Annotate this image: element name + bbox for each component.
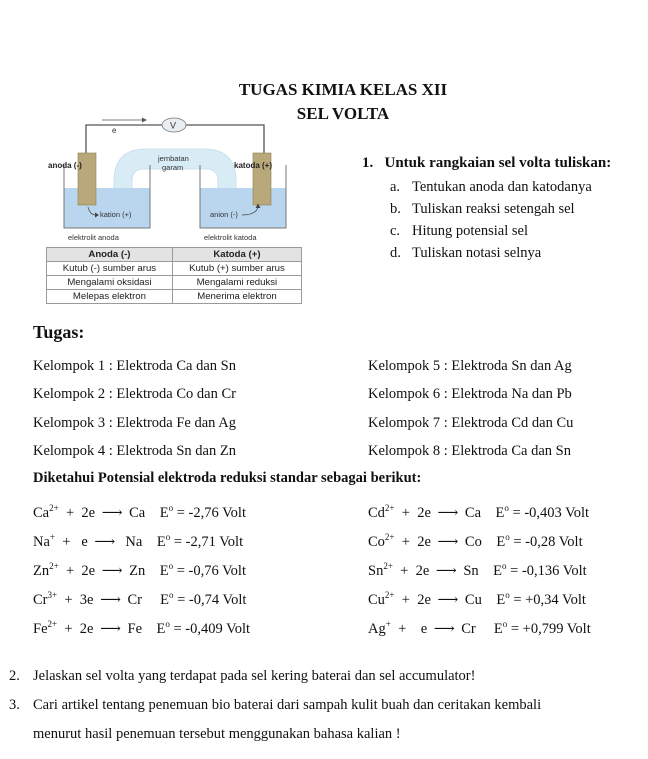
- reaction-charge: +: [385, 619, 391, 629]
- reaction-ion: Cu: [368, 592, 385, 608]
- reaction-charge: 2+: [384, 590, 395, 600]
- reaction-ion: Cr: [33, 592, 48, 608]
- anode-label: anoda (-): [48, 161, 82, 170]
- anode-cathode-table: [46, 247, 302, 304]
- reaction-product: Fe: [127, 621, 142, 637]
- arrow-icon: ⟶: [433, 592, 462, 608]
- question-number: 3.: [9, 697, 20, 713]
- table-cell: Mengalami oksidasi: [47, 276, 173, 290]
- bridge-label-1: jembatan: [158, 154, 189, 163]
- reaction-potential: = -0,74 Volt: [177, 592, 247, 608]
- reaction-product: Zn: [129, 563, 146, 579]
- reaction-charge: 2+: [49, 561, 59, 571]
- question-number: 2.: [9, 668, 20, 684]
- list-letter: c.: [390, 223, 401, 239]
- arrow-icon: ⟶: [98, 563, 127, 579]
- reaction-electrons: e: [81, 534, 88, 550]
- reaction-ion: Cd: [368, 505, 385, 521]
- anode-electrolyte-label: elektrolit anoda: [68, 233, 119, 242]
- reaction-electrons: 2e: [417, 534, 431, 550]
- reaction-ion: Na: [33, 534, 50, 550]
- reaction: $Cd^{2+} + 2e$ ⟶ Ca $E^o = -0,403$ Volt: [368, 503, 590, 521]
- reaction-potential: = +0,799 Volt: [510, 621, 591, 637]
- cathode-electrolyte-label: elektrolit katoda: [204, 233, 257, 242]
- reaction-charge: 2+: [384, 532, 395, 542]
- reaction: $Zn^{2+} + 2e$ ⟶ Zn $E^o = -0,76$ Volt: [33, 561, 246, 579]
- reaction-product: Cr: [461, 621, 476, 637]
- list-letter: a.: [390, 179, 401, 195]
- list-text: Tentukan anoda dan katodanya: [412, 179, 592, 195]
- voltmeter-label: V: [170, 120, 177, 131]
- reaction-product: Na: [125, 534, 143, 550]
- list-item: [390, 198, 592, 220]
- list-text: Tuliskan notasi selnya: [412, 245, 542, 261]
- reaction: $Sn^{2+} + 2e$ ⟶ Sn $E^o = -0,136$ Volt: [368, 561, 587, 579]
- reaction-charge: 2+: [384, 503, 395, 513]
- question-3-continued: menurut hasil penemuan tersebut menggunakan bahasa kalian !: [33, 726, 401, 742]
- reaction-charge: 2+: [49, 503, 59, 513]
- reaction-potential: = -0,409 Volt: [173, 621, 251, 637]
- list-letter: b.: [390, 201, 401, 217]
- list-item: [390, 242, 592, 264]
- bridge-label-2: garam: [162, 163, 184, 172]
- reaction-charge: 2+: [383, 561, 393, 571]
- reaction: Ag+ + e ⟶ Cr $E^o = +0,799$ Volt: [368, 619, 591, 637]
- reaction-potential: = -0,76 Volt: [176, 563, 246, 579]
- group-item: Kelompok 7 : Elektroda Cd dan Cu: [368, 415, 574, 431]
- question-text: Jelaskan sel volta yang terdapat pada sel kering baterai dan sel accumulator!: [33, 668, 476, 684]
- reaction-charge: 3+: [47, 590, 58, 600]
- reaction-electrons: 2e: [417, 592, 431, 608]
- question-1-list: [390, 176, 592, 264]
- list-letter: d.: [390, 245, 401, 261]
- arrow-icon: ⟶: [98, 505, 127, 521]
- tugas-heading: Tugas:: [33, 322, 85, 342]
- table-header: Anoda (-): [47, 248, 173, 262]
- reaction-potential: = -2,76 Volt: [176, 505, 246, 521]
- reaction: $Co^{2+} + 2e$ ⟶ Co $E^o = -0,28$ Volt: [368, 532, 583, 550]
- reaction: $Fe^{2+} + 2e$ ⟶ Fe $E^o = -0,409$ Volt: [33, 619, 251, 637]
- reaction-product: Ca: [464, 505, 482, 521]
- reaction-potential: = -2,71 Volt: [173, 534, 244, 550]
- reaction-ion: Fe: [33, 621, 48, 637]
- list-item: [390, 220, 592, 242]
- table-cell: Kutub (+) sumber arus: [172, 262, 301, 276]
- reaction-potential: = -0,403 Volt: [512, 505, 590, 521]
- list-text: Hitung potensial sel: [412, 223, 528, 239]
- question-text: Cari artikel tentang penemuan bio baterai dari sampah kulit buah dan ceritakan kembali: [33, 697, 542, 713]
- reaction-potential: = -0,136 Volt: [510, 563, 587, 579]
- reaction-product: Co: [464, 534, 482, 550]
- group-item: Kelompok 3 : Elektroda Fe dan Ag: [33, 415, 236, 431]
- reaction-product: Cr: [127, 592, 142, 608]
- arrow-icon: ⟶: [96, 621, 125, 637]
- group-item: Kelompok 1 : Elektroda Ca dan Sn: [33, 358, 236, 374]
- table-cell: Mengalami reduksi: [172, 276, 301, 290]
- reaction-product: Ca: [129, 505, 146, 521]
- reaction: $Cu^{2+} + 2e$ ⟶ Cu $E^o = +0,34$ Volt: [368, 590, 586, 608]
- question-3: [9, 697, 541, 714]
- cation-label: kation (+): [100, 210, 132, 219]
- cathode-label: katoda (+): [234, 161, 273, 170]
- question-2: [9, 668, 475, 685]
- reaction-electrons: e: [420, 621, 428, 637]
- page-title: TUGAS KIMIA KELAS XII: [238, 80, 448, 99]
- table-cell: Menerima elektron: [172, 290, 301, 304]
- reaction: $Cr^{3+} + 3e$ ⟶ Cr $E^o = -0,74$ Volt: [33, 590, 247, 608]
- reaction-electrons: 2e: [81, 563, 96, 579]
- arrow-icon: ⟶: [96, 592, 125, 608]
- reaction-electrons: 2e: [417, 505, 431, 521]
- reaction-product: Cu: [464, 592, 482, 608]
- reaction-potential: = +0,34 Volt: [513, 592, 586, 608]
- arrow-icon: ⟶: [90, 534, 119, 550]
- page-subtitle: SEL VOLTA: [296, 104, 390, 123]
- list-text: Tuliskan reaksi setengah sel: [412, 201, 575, 217]
- reaction-charge: +: [49, 532, 55, 542]
- arrow-icon: ⟶: [430, 621, 459, 637]
- reaction-potential: = -0,28 Volt: [513, 534, 583, 550]
- anode-solution: [64, 188, 150, 228]
- group-item: Kelompok 6 : Elektroda Na dan Pb: [368, 386, 572, 402]
- reaction-product: Sn: [463, 563, 479, 579]
- list-item: [390, 176, 592, 198]
- group-item: Kelompok 5 : Elektroda Sn dan Ag: [368, 358, 572, 374]
- reaction-electrons: 3e: [79, 592, 94, 608]
- reaction: $Ca^{2+} + 2e$ ⟶ Ca $E^o = -2,76$ Volt: [33, 503, 246, 521]
- group-item: Kelompok 4 : Elektroda Sn dan Zn: [33, 443, 236, 459]
- reaction-ion: Ag: [368, 621, 386, 637]
- group-item: Kelompok 8 : Elektroda Ca dan Sn: [368, 443, 571, 459]
- reaction-electrons: 2e: [415, 563, 430, 579]
- table-cell: Kutub (-) sumber arus: [47, 262, 173, 276]
- group-item: Kelompok 2 : Elektroda Co dan Cr: [33, 386, 236, 402]
- reaction-charge: 2+: [47, 619, 58, 629]
- arrow-icon: ⟶: [432, 563, 461, 579]
- table-cell: Melepas elektron: [47, 290, 173, 304]
- table-header: Katoda (+): [172, 248, 301, 262]
- reaction-ion: Zn: [33, 563, 50, 579]
- reaction-ion: Ca: [33, 505, 50, 521]
- reaction-electrons: 2e: [81, 505, 96, 521]
- reaction-ion: Co: [368, 534, 385, 550]
- arrow-icon: ⟶: [433, 534, 462, 550]
- reaction: Na+ + e ⟶ Na $E^o = -2,71$ Volt: [33, 532, 244, 550]
- reaction-electrons: 2e: [79, 621, 94, 637]
- electron-label: e: [112, 126, 117, 135]
- anion-label: anion (-): [210, 210, 238, 219]
- cathode-solution: [200, 188, 286, 228]
- table-row: [47, 290, 302, 304]
- arrow-icon: ⟶: [433, 505, 462, 521]
- table-row: [47, 276, 302, 290]
- table-row: [47, 262, 302, 276]
- known-potentials-heading: Diketahui Potensial elektroda reduksi standar sebagai berikut:: [33, 470, 422, 486]
- question-1-heading: 1. Untuk rangkaian sel volta tuliskan:: [362, 155, 612, 171]
- reaction-ion: Sn: [368, 563, 384, 579]
